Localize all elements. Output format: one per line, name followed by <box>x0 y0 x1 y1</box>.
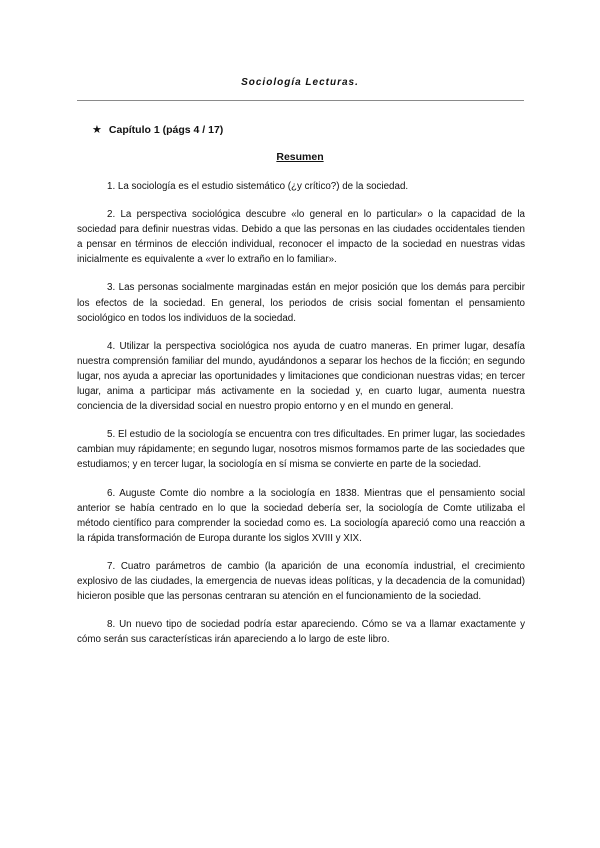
chapter-label: Capítulo 1 (págs 4 / 17) <box>108 124 224 136</box>
paragraph-5: 5. El estudio de la sociología se encuentra con tres dificultades. En primer lugar, las sociedades cambian muy rápidamente; en segundo lugar, nosotros mismos formamos parte de las sociedades que estudiamos; y en tercer lugar, la sociología en sí misma se convierte en parte de la sociedad. <box>77 429 525 471</box>
summary-body <box>77 179 525 660</box>
chapter-heading <box>92 123 223 136</box>
summary-heading: Resumen <box>276 151 324 163</box>
paragraph-4: 4. Utilizar la perspectiva sociológica nos ayuda de cuatro maneras. En primer lugar, desafía nuestra comprensión familiar del mundo, ayudándonos a separar los hechos de la ficción; en segundo lugar, nos ayuda a apreciar las oportunidades y limitaciones que condicionan nuestras vidas; en tercer lugar, anima a participar más activamente en la sociedad y, en cuarto lugar, aumenta nuestra conciencia de la diversidad social en nuestro propio entorno y en el mundo en general. <box>77 340 525 413</box>
star-bullet-icon: ★ <box>92 124 102 136</box>
paragraph-7: 7. Cuatro parámetros de cambio (la aparición de una economía industrial, el crecimiento explosivo de las ciudades, la emergencia de nuevas ideas políticas, y la decadencia de la comunidad) hicieron posible que las personas centraran su atención en el funcionamiento de la sociedad. <box>77 560 525 603</box>
paragraph-8: 8. Un nuevo tipo de sociedad podría estar apareciendo. Cómo se va a llamar exactamente y cómo serán sus características irán apareciendo a lo largo de este libro. <box>77 619 525 646</box>
paragraph-1: 1. La sociología es el estudio sistemático (¿y crítico?) de la sociedad. <box>107 181 409 192</box>
paragraph-2: 2. La perspectiva sociológica descubre «lo general en lo particular» o la capacidad de la sociedad para definir nuestras vidas. Debido a que las personas en las ciudades occidentales tienden a pensar en términos de elección individual, reconocer el impacto de la sociedad en nuestras vidas inicialmente es equivalente a «ver lo extraño en lo familiar». <box>77 209 525 266</box>
paragraph-6: 6. Auguste Comte dio nombre a la sociología en 1838. Mientras que el pensamiento social anterior se había centrado en lo que la sociedad debería ser, la sociología de Comte utilizaba el método científico para comprender la sociedad como es. La sociología apareció como una reacción a la rápida transformación de Europa durante los siglos XVIII y XIX. <box>77 487 525 544</box>
title-divider <box>77 100 524 101</box>
document-title: Sociología Lecturas. <box>241 77 359 88</box>
paragraph-3: 3. Las personas socialmente marginadas están en mejor posición que los demás para percibir los efectos de la sociedad. En general, los periodos de crisis social fomentan el pensamiento sociológico en todos los individuos de la sociedad. <box>77 282 525 324</box>
